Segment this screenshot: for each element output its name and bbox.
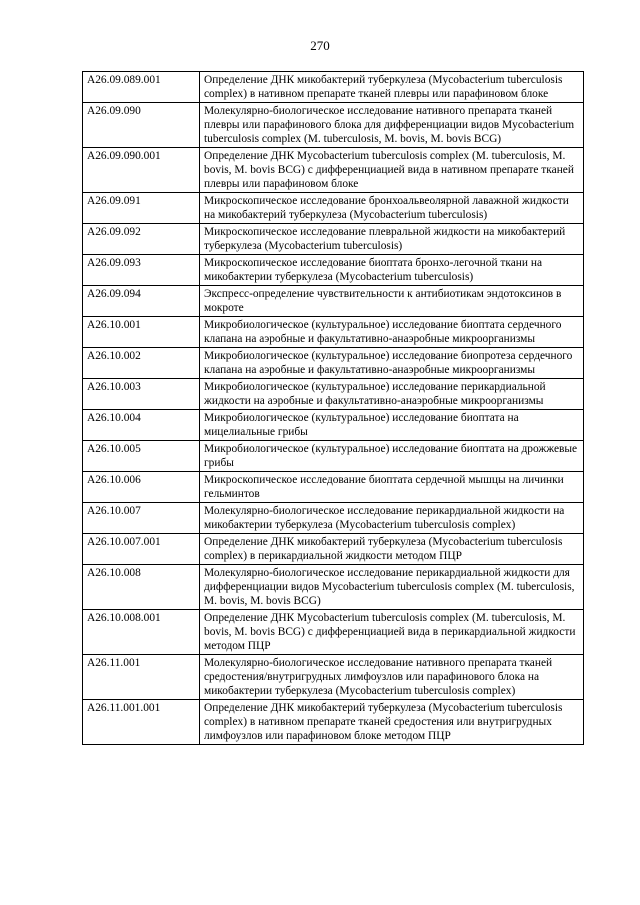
- procedure-code-cell: A26.10.007.001: [83, 534, 200, 565]
- table-row: [83, 700, 584, 745]
- table-row: [83, 317, 584, 348]
- procedure-description-cell: Микробиологическое (культуральное) исследование биоптата на дрожжевые грибы: [200, 441, 584, 472]
- procedure-description-cell: Определение ДНК микобактерий туберкулеза (Mycobacterium tuberculosis complex) в нативном препарате тканей средостения или внутригрудных лимфоузлов или парафиновом блоке методом ПЦР: [200, 700, 584, 745]
- procedure-code-cell: A26.11.001.001: [83, 700, 200, 745]
- procedure-code-cell: A26.10.004: [83, 410, 200, 441]
- table-row: [83, 610, 584, 655]
- procedure-code-cell: A26.10.002: [83, 348, 200, 379]
- procedure-code-cell: A26.10.008.001: [83, 610, 200, 655]
- procedure-code-cell: A26.10.003: [83, 379, 200, 410]
- procedure-code-cell: A26.09.090: [83, 103, 200, 148]
- procedure-description-cell: Микробиологическое (культуральное) исследование биопротеза сердечного клапана на аэробные и факультативно-анаэробные микроорганизмы: [200, 348, 584, 379]
- procedure-code-cell: A26.10.005: [83, 441, 200, 472]
- procedure-code-cell: A26.09.091: [83, 193, 200, 224]
- procedure-code-cell: A26.09.092: [83, 224, 200, 255]
- table-row: [83, 565, 584, 610]
- procedure-code-cell: A26.10.006: [83, 472, 200, 503]
- table-row: [83, 441, 584, 472]
- page-number: 270: [310, 38, 330, 53]
- procedure-description-cell: Определение ДНК Mycobacterium tuberculosis complex (M. tuberculosis, M. bovis, M. bovis BCG) с дифференциацией вида в перикардиальной жидкости методом ПЦР: [200, 610, 584, 655]
- procedure-codes-table: [82, 71, 584, 745]
- table-body: [83, 72, 584, 745]
- procedure-description-cell: Микробиологическое (культуральное) исследование перикардиальной жидкости на аэробные и факультативно-анаэробные микроорганизмы: [200, 379, 584, 410]
- procedure-description-cell: Экспресс-определение чувствительности к антибиотикам эндотоксинов в мокроте: [200, 286, 584, 317]
- table-row: [83, 224, 584, 255]
- procedure-code-cell: A26.10.008: [83, 565, 200, 610]
- table-row: [83, 379, 584, 410]
- procedure-description-cell: Микроскопическое исследование биоптата бронхо-легочной ткани на микобактерии туберкулеза (Mycobacterium tuberculosis): [200, 255, 584, 286]
- procedure-description-cell: Молекулярно-биологическое исследование нативного препарата тканей плевры или парафинового блока для дифференциации видов Mycobacterium tuberculosis complex (M. tuberculosis, M. bovis, M. bovis BCG): [200, 103, 584, 148]
- table-row: [83, 148, 584, 193]
- procedure-description-cell: Микробиологическое (культуральное) исследование биоптата сердечного клапана на аэробные и факультативно-анаэробные микроорганизмы: [200, 317, 584, 348]
- table-row: [83, 472, 584, 503]
- procedure-code-cell: A26.09.090.001: [83, 148, 200, 193]
- procedure-description-cell: Определение ДНК микобактерий туберкулеза (Mycobacterium tuberculosis complex) в нативном препарате тканей плевры или парафиновом блоке: [200, 72, 584, 103]
- table-row: [83, 103, 584, 148]
- procedure-description-cell: Микроскопическое исследование бронхоальвеолярной лаважной жидкости на микобактерий туберкулеза (Mycobacterium tuberculosis): [200, 193, 584, 224]
- table-row: [83, 655, 584, 700]
- table-row: [83, 255, 584, 286]
- table-row: [83, 193, 584, 224]
- procedure-code-cell: A26.09.093: [83, 255, 200, 286]
- procedure-description-cell: Определение ДНК Mycobacterium tuberculosis complex (M. tuberculosis, M. bovis, M. bovis BCG) с дифференциацией вида в нативном препарате тканей плевры или парафиновом блоке: [200, 148, 584, 193]
- procedure-code-cell: A26.10.007: [83, 503, 200, 534]
- table-row: [83, 286, 584, 317]
- procedure-description-cell: Молекулярно-биологическое исследование нативного препарата тканей средостения/внутригрудных лимфоузлов или парафинового блока на микобактерии туберкулеза (Mycobacterium tuberculosis complex): [200, 655, 584, 700]
- table-row: [83, 503, 584, 534]
- procedure-description-cell: Молекулярно-биологическое исследование перикардиальной жидкости на микобактерии туберкулеза (Mycobacterium tuberculosis complex): [200, 503, 584, 534]
- procedure-description-cell: Молекулярно-биологическое исследование перикардиальной жидкости для дифференциации видов Mycobacterium tuberculosis complex (M. tuberculosis, M. bovis, M. bovis BCG): [200, 565, 584, 610]
- procedure-description-cell: Микробиологическое (культуральное) исследование биоптата на мицелиальные грибы: [200, 410, 584, 441]
- procedure-code-cell: A26.09.094: [83, 286, 200, 317]
- table-row: [83, 534, 584, 565]
- procedure-description-cell: Микроскопическое исследование биоптата сердечной мышцы на личинки гельминтов: [200, 472, 584, 503]
- procedure-description-cell: Микроскопическое исследование плевральной жидкости на микобактерий туберкулеза (Mycobacterium tuberculosis): [200, 224, 584, 255]
- table-row: [83, 348, 584, 379]
- procedure-code-cell: A26.10.001: [83, 317, 200, 348]
- procedure-code-cell: A26.11.001: [83, 655, 200, 700]
- table-row: [83, 410, 584, 441]
- procedure-code-cell: A26.09.089.001: [83, 72, 200, 103]
- procedure-description-cell: Определение ДНК микобактерий туберкулеза (Mycobacterium tuberculosis complex) в перикардиальной жидкости методом ПЦР: [200, 534, 584, 565]
- table-row: [83, 72, 584, 103]
